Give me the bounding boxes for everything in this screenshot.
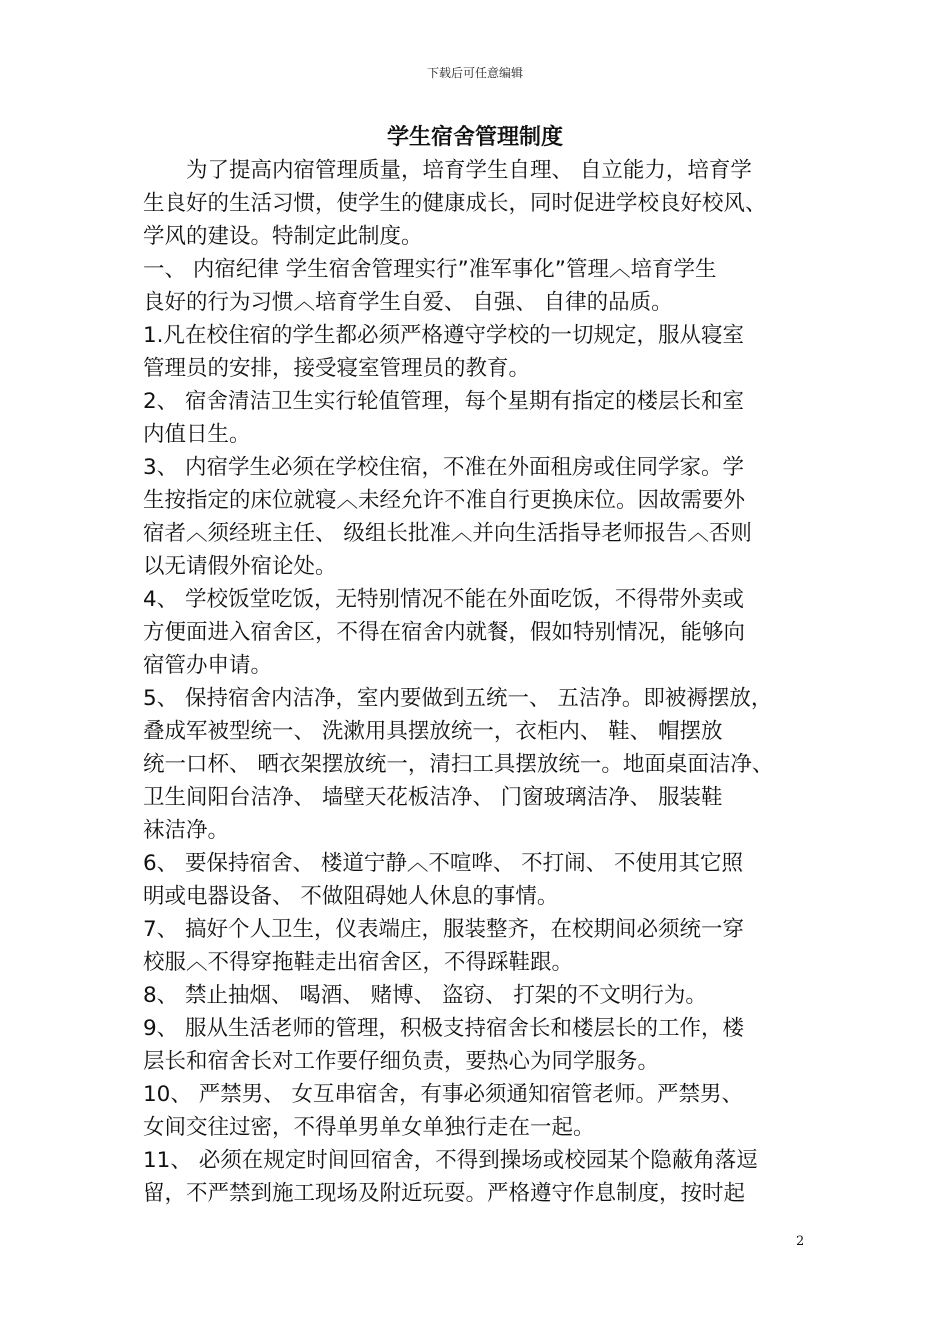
document-body bbox=[143, 154, 823, 1210]
text-line: 方便面进入宿舍区，不得在宿舍内就餐，假如特别情况，能够向 bbox=[143, 620, 746, 645]
text-line: 3、 内宿学生必须在学校住宿，不准在外面租房或住同学家。学 bbox=[143, 455, 745, 480]
text-line: 宿者︿须经班主任、 级组长批准︿并向生活指导老师报告︿否则 bbox=[143, 521, 752, 546]
page-number: 2 bbox=[796, 1234, 805, 1249]
text-line: 内值日生。 bbox=[143, 422, 251, 447]
text-line: 女间交往过密，不得单男单女单独行走在一起。 bbox=[143, 1115, 595, 1140]
text-line: 生按指定的床位就寝︿未经允许不准自行更换床位。因故需要外 bbox=[143, 488, 746, 513]
text-line: 生良好的生活习惯，使学生的健康成长，同时促进学校良好校风、 bbox=[143, 191, 767, 216]
text-line: 留，不严禁到施工现场及附近玩耍。严格遵守作息制度，按时起 bbox=[143, 1181, 746, 1206]
text-line: 1.凡在校住宿的学生都必须严格遵守学校的一切规定，服从寝室 bbox=[143, 323, 745, 348]
text-line: 明或电器设备、 不做阻碍她人休息的事情。 bbox=[143, 884, 559, 909]
text-line: 叠成军被型统一、 洗漱用具摆放统一，衣柜内、 鞋、 帽摆放 bbox=[143, 719, 723, 744]
text-line: 统一口杯、 晒衣架摆放统一，清扫工具摆放统一。地面桌面洁净、 bbox=[143, 752, 774, 777]
text-line: 校服︿不得穿拖鞋走出宿舍区，不得踩鞋跟。 bbox=[143, 950, 574, 975]
text-line: 11、 必须在规定时间回宿舍，不得到操场或校园某个隐蔽角落逗 bbox=[143, 1148, 758, 1173]
text-line: 学风的建设。特制定此制度。 bbox=[143, 224, 423, 249]
text-line: 卫生间阳台洁净、 墙壁天花板洁净、 门窗玻璃洁净、 服装鞋 bbox=[143, 785, 723, 810]
text-line: 一、 内宿纪律 学生宿舍管理实行”准军事化”管理︿培育学生 bbox=[143, 257, 717, 282]
text-line: 8、 禁止抽烟、 喝酒、 赌博、 盗窃、 打架的不文明行为。 bbox=[143, 983, 707, 1008]
text-line: 宿管办申请。 bbox=[143, 653, 273, 678]
header-note: 下载后可任意编辑 bbox=[426, 66, 523, 80]
text-line: 9、 服从生活老师的管理，积极支持宿舍长和楼层长的工作，楼 bbox=[143, 1016, 745, 1041]
text-line: 2、 宿舍清洁卫生实行轮值管理，每个星期有指定的楼层长和室 bbox=[143, 389, 745, 414]
text-line: 以无请假外宿论处。 bbox=[143, 554, 337, 579]
text-line: 良好的行为习惯︿培育学生自爱、 自强、 自律的品质。 bbox=[143, 290, 673, 315]
text-line: 为了提高内宿管理质量，培育学生自理、 自立能力，培育学 bbox=[143, 158, 752, 183]
text-line: 10、 严禁男、 女互串宿舍，有事必须通知宿管老师。严禁男、 bbox=[143, 1082, 744, 1107]
text-line: 7、 搞好个人卫生，仪表端庄，服装整齐，在校期间必须统一穿 bbox=[143, 917, 745, 942]
text-line: 4、 学校饭堂吃饭，无特别情况不能在外面吃饭，不得带外卖或 bbox=[143, 587, 745, 612]
document-title: 学生宿舍管理制度 bbox=[386, 125, 563, 150]
text-line: 层长和宿舍长对工作要仔细负责，要热心为同学服务。 bbox=[143, 1049, 660, 1074]
text-line: 袜洁净。 bbox=[143, 818, 230, 843]
text-line: 5、 保持宿舍内洁净，室内要做到五统一、 五洁净。即被褥摆放， bbox=[143, 686, 773, 711]
text-line: 管理员的安排，接受寝室管理员的教育。 bbox=[143, 356, 531, 381]
text-line: 6、 要保持宿舍、 楼道宁静︿不喧哗、 不打闹、 不使用其它照 bbox=[143, 851, 744, 876]
